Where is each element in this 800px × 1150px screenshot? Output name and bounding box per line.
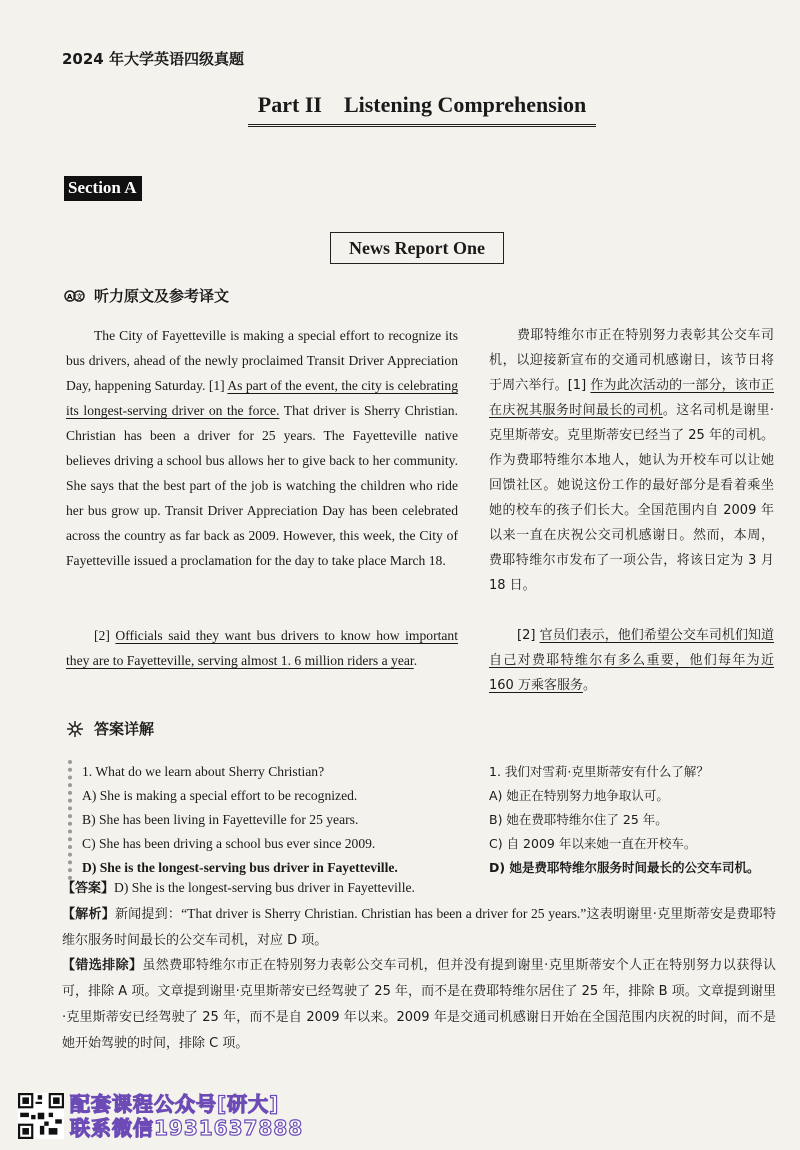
question-en-option-a: A) She is making a special effort to be recognized. — [82, 788, 358, 803]
question-cn-option-c: C) 自 2009 年以来她一直在开校车。 — [489, 836, 697, 851]
question-en-option-c: C) She has been driving a school bus ever since 2009. — [82, 836, 376, 851]
heading-listen-label: 听力原文及参考译文 — [94, 287, 230, 305]
transcript-cn-paragraph-2 — [489, 623, 774, 698]
transcript-en-p2-text: [2] — [94, 628, 116, 643]
question-cn-option-a: A) 她正在特别努力地争取认可。 — [489, 788, 669, 803]
question-en — [68, 760, 482, 880]
promo-footer — [70, 1092, 303, 1140]
question-en-stem: 1. What do we learn about Sherry Christian? — [82, 764, 325, 779]
transcript-cn-p2-underlined: 官员们表示，他们希望公交车司机们知道自己对费耶特维尔有多么重要，他们每年为近 160 万乘客服务 — [489, 628, 774, 693]
running-header: 2024 年大学英语四级真题 — [62, 50, 244, 68]
transcript-en-paragraph-1 — [66, 323, 458, 573]
svg-text:文: 文 — [76, 292, 83, 301]
transcript-en-p1-rest: That driver is Sherry Christian. Christian has been a driver for 25 years. The Fayetteville native believes driving a school bus allows her to give back to her community. She says that the best part of the job is watching the children who ride her bus grow up. Transit Driver Appreciation Day has been celebrated across the country as far back as 2009. However, this week, the City of Fayetteville issued a proclamation for the day to take place March 18. — [66, 403, 458, 568]
transcript-cn-p1-text: 费耶特维尔市正在特别努力表彰其公交车司机，以迎接新宣布的交通司机感谢日，该节日将于周六举行。[1] — [489, 328, 774, 393]
transcript-en-paragraph-2 — [66, 623, 458, 673]
analysis-quote: “That driver is Sherry Christian. Christian has been a driver for 25 years.” — [181, 906, 587, 921]
transcript-cn-paragraph-1 — [489, 323, 774, 598]
answer-text: D) She is the longest-serving bus driver in Fayetteville. — [114, 880, 415, 895]
headphones-icon — [64, 287, 86, 305]
promo-line-2: 联系微信1931637888 — [70, 1116, 304, 1140]
heading-listening-transcript — [64, 285, 229, 306]
elimination-text: 虽然费耶特维尔市正在特别努力表彰公交车司机，但并没有提到谢里·克里斯蒂安个人正在特别努力以获得认可，排除 A 项。文章提到谢里·克里斯蒂安已经驾驶了 25 年，而不是在费耶特维尔居住了 25 年，排除 B 项。文章提到谢里·克里斯蒂安已经驾驶了 25 年，而不是自 2009 年以来。2009 年是交通司机感谢日开始在全国范围内庆祝的时间，而不是她开始驾驶的时间，排除 C 项。 — [62, 958, 776, 1051]
sparkle-icon — [64, 719, 86, 739]
transcript-cn-p1-rest: 。这名司机是谢里·克里斯蒂安。克里斯蒂安已经当了 25 年的司机。作为费耶特维尔本地人，她认为开校车可以让她回馈社区。她说这份工作的最好部分是看着乘坐她的校车的孩子们长大。全国范围内自 2009 年以来一直在庆祝公交司机感谢日。然而，本周，费耶特维尔市发布了一项公告，将该日定为 3 月 18 日。 — [489, 403, 774, 593]
transcript-cn-p1-underlined: 作为此次活动的一部分，该市正在庆祝其服务时间最长的司机 — [489, 378, 774, 418]
heading-answer-explanation — [64, 718, 154, 739]
question-en-option-d: D) She is the longest-serving bus driver in Fayetteville. — [82, 860, 398, 875]
svg-text:A: A — [67, 292, 73, 301]
transcript-en-p2-rest: . — [413, 653, 418, 668]
transcript-en-p2-underlined: Officials said they want bus drivers to know how important they are to Fayetteville, serving almost 1. 6 million riders a year — [66, 628, 459, 668]
transcript-cn-p2-rest: 。 — [582, 678, 596, 693]
elimination-block — [62, 953, 776, 1057]
promo-line-1: 配套课程公众号[研大] — [70, 1092, 280, 1116]
heading-answer-label: 答案详解 — [94, 720, 155, 738]
question-cn-option-d: D) 她是费耶特维尔服务时间最长的公交车司机。 — [489, 860, 760, 875]
analysis-block — [62, 901, 776, 954]
part-title: Part II Listening Comprehension — [248, 92, 596, 127]
analysis-tag: 【解析】 — [62, 907, 115, 922]
transcript-cn-p2-text: [2] — [517, 628, 540, 643]
answer-line — [62, 875, 776, 902]
section-badge: Section A — [64, 176, 142, 201]
question-cn-stem: 1. 我们对雪莉·克里斯蒂安有什么了解？ — [489, 764, 709, 779]
transcript-en-p1-text: The City of Fayetteville is making a special effort to recognize its bus drivers, ahead of the newly proclaimed Transit Driver Appreciation Day, happening Saturday. [1] — [66, 328, 458, 393]
analysis-text-b: 这表明谢里·克里斯蒂安是费耶特维尔服务时间最长的公交车司机，对应 D 项。 — [62, 907, 776, 948]
elimination-tag: 【错选排除】 — [62, 958, 143, 973]
question-cn — [489, 760, 784, 880]
analysis-text-a: 新闻提到： — [114, 907, 182, 922]
question-en-option-b: B) She has been living in Fayetteville for 25 years. — [82, 812, 359, 827]
answer-tag: 【答案】 — [62, 881, 115, 896]
question-cn-option-b: B) 她在费耶特维尔住了 25 年。 — [489, 812, 668, 827]
transcript-en-p1-underlined: As part of the event, the city is celebrating its longest-serving driver on the force. — [66, 378, 459, 418]
qr-code-icon — [18, 1093, 64, 1139]
news-report-title: News Report One — [330, 232, 504, 264]
